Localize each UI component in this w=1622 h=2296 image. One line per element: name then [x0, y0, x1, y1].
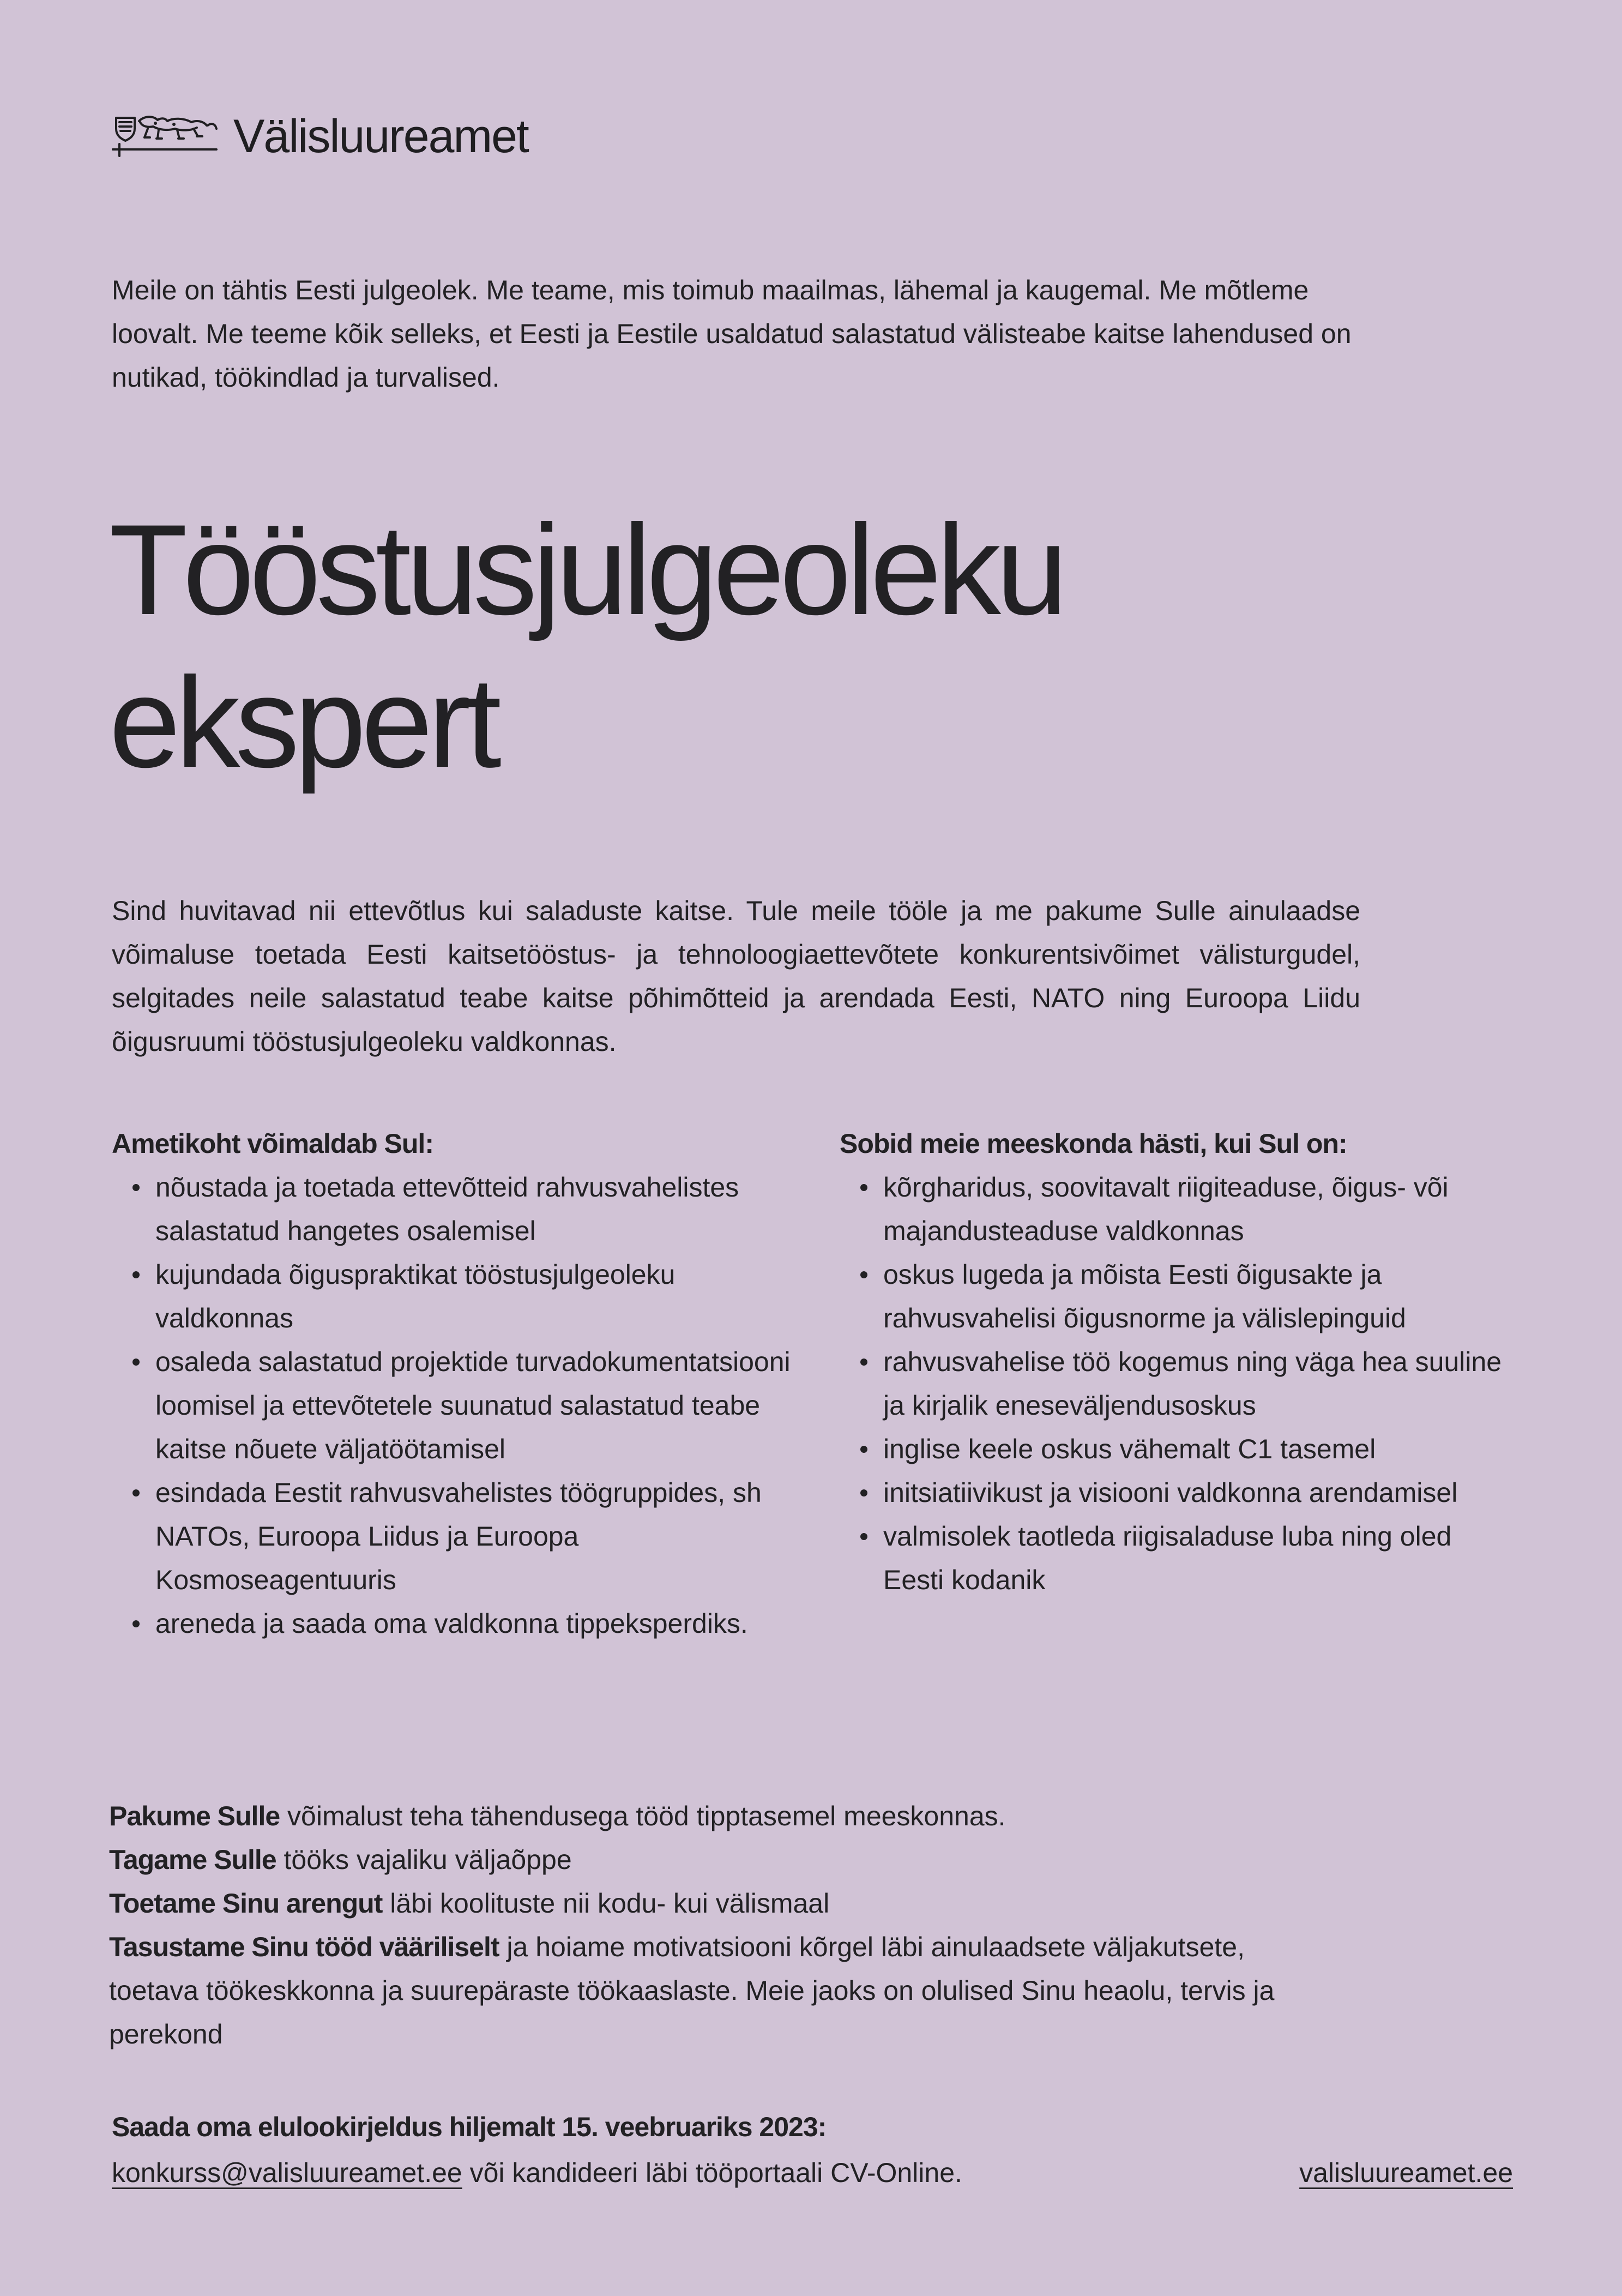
apply-line: [112, 2150, 1513, 2196]
list-item: osaleda salastatud projektide turvadokumentatsiooni loomisel ja ettevõtetele suunatud salastatud teabe kaitse nõuete väljatöötamisel: [155, 1340, 799, 1471]
benefit-bold: Pakume Sulle: [109, 1801, 280, 1831]
duties-list: [112, 1165, 799, 1645]
lead-paragraph: Sind huvitavad nii ettevõtlus kui saladuste kaitse. Tule meile tööle ja me pakume Sulle ainulaadse võimaluse toetada Eesti kaitsetööstus- ja tehnoloogiaettevõtete konkurentsivõimet välisturgudel, selgitades neile salastatud teabe kaitse põhimõtteid ja arendada Eesti, NATO ning Euroopa Liidu õigusruumi tööstusjulgeoleku valdkonnas.: [112, 895, 1360, 1057]
duties-heading: Ametikoht võimaldab Sul:: [112, 1128, 433, 1159]
requirements-list: [840, 1165, 1510, 1602]
list-item: nõustada ja toetada ettevõtteid rahvusvahelistes salastatud hangetes osalemisel: [155, 1165, 799, 1253]
benefit-text: ja hoiame motivatsiooni kõrgel läbi ainulaadsete väljakutsete, toetava töökeskkonna ja suurepäraste töökaaslaste. Meie jaoks on olulised Sinu heaolu, tervis ja perekond: [109, 1932, 1275, 2049]
benefit-text: tööks vajaliku väljaõppe: [276, 1844, 572, 1875]
benefit-text: võimalust teha tähendusega tööd tipptasemel meeskonnas.: [280, 1801, 1006, 1831]
list-item: valmisolek taotleda riigisaladuse luba ning oled Eesti kodanik: [883, 1514, 1510, 1602]
benefits-section: [109, 1794, 1309, 2056]
coat-of-arms-icon: [112, 110, 218, 163]
benefit-bold: Tagame Sulle: [109, 1844, 276, 1875]
list-item: rahvusvahelise töö kogemus ning väga hea suuline ja kirjalik eneseväljendusoskus: [883, 1340, 1510, 1427]
apply-section: [112, 2104, 1513, 2196]
list-item: oskus lugeda ja mõista Eesti õigusakte ja rahvusvahelisi õigusnorme ja välislepinguid: [883, 1253, 1510, 1340]
benefit-text: läbi koolituste nii kodu- kui välismaal: [382, 1888, 830, 1919]
title-line-1: Tööstusjulgeoleku: [109, 498, 1063, 642]
org-logo: [112, 109, 528, 164]
website-link[interactable]: valisluureamet.ee: [1299, 2157, 1513, 2188]
title-line-2: ekspert: [109, 651, 497, 795]
list-item: kõrgharidus, soovitavalt riigiteaduse, õigus- või majandusteaduse valdkonnas: [883, 1165, 1510, 1253]
apply-rest-text: või kandideeri läbi tööportaali CV-Online.: [462, 2157, 962, 2188]
list-item: kujundada õiguspraktikat tööstusjulgeoleku valdkonnas: [155, 1253, 799, 1340]
list-item: areneda ja saada oma valdkonna tippeksperdiks.: [155, 1602, 799, 1645]
benefit-line: [109, 1925, 1309, 2056]
duties-section: [112, 1122, 799, 1645]
benefit-line: [109, 1882, 1309, 1925]
apply-heading: Saada oma elulookirjeldus hiljemalt 15. veebruariks 2023:: [112, 2112, 827, 2142]
page-title: [109, 494, 1063, 799]
benefit-line: [109, 1794, 1309, 1838]
email-link[interactable]: konkurss@valisluureamet.ee: [112, 2157, 462, 2188]
org-name: Välisluureamet: [233, 110, 528, 163]
benefit-bold: Toetame Sinu arengut: [109, 1888, 383, 1919]
benefit-line: [109, 1838, 1309, 1882]
list-item: initsiatiivikust ja visiooni valdkonna arendamisel: [883, 1471, 1510, 1514]
intro-paragraph: Meile on tähtis Eesti julgeolek. Me teame, mis toimub maailmas, lähemal ja kaugemal. Me mõtleme loovalt. Me teeme kõik selleks, et Eesti ja Eestile usaldatud salastatud välisteabe kaitse lahendused on nutikad, töökindlad ja turvalised.: [112, 275, 1352, 393]
list-item: inglise keele oskus vähemalt C1 tasemel: [883, 1427, 1510, 1471]
requirements-heading: Sobid meie meeskonda hästi, kui Sul on:: [840, 1128, 1347, 1159]
requirements-section: [840, 1122, 1510, 1602]
benefit-bold: Tasustame Sinu tööd vääriliselt: [109, 1932, 499, 1962]
list-item: esindada Eestit rahvusvahelistes töögruppides, sh NATOs, Euroopa Liidus ja Euroopa Kosmoseagentuuris: [155, 1471, 799, 1602]
